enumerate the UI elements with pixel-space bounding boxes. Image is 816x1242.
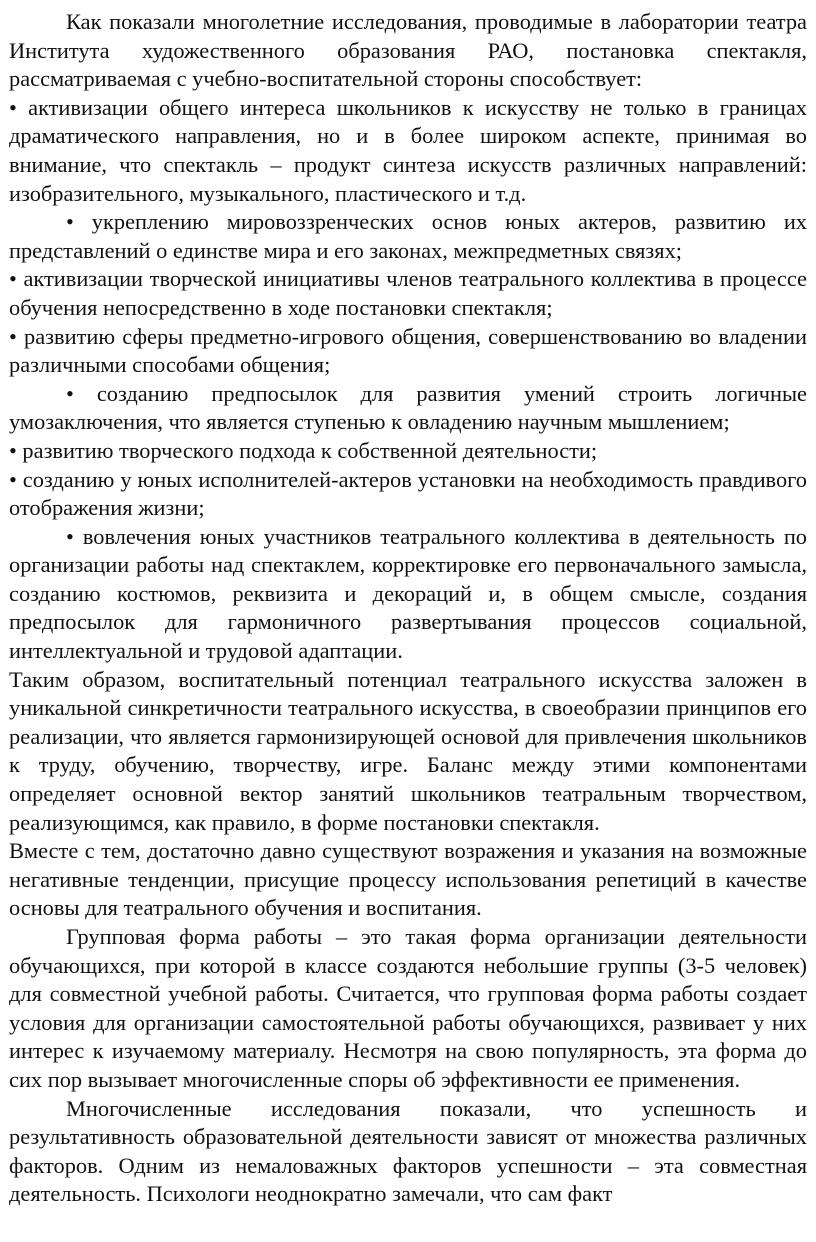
paragraph-conclusion: Таким образом, воспитательный потенциал театрального искусства заложен в уникальной синкретичности театрального искусства, в своеобразии принципов его реализации, что является гармонизирующей основой для привлечения школьников к труду, обучению, творчеству, игре. Баланс между этими компонентами определяет основной вектор занятий школьников театральным творчеством, реализующимся, как правило, в форме постановки спектакля. [9,666,807,835]
bullet-item-reasoning: • созданию предпосылок для развития умений строить логичные умозаключения, что является ступенью к овладению научным мышлением; [9,380,807,435]
bullet-item-initiative: • активизации творческой инициативы членов театрального коллектива в процессе обучения непосредственно в ходе постановки спектакля; [9,266,807,320]
bullet-item-involvement: • вовлечения юных участников театрального коллектива в деятельность по организации работы над спектаклем, корректировке его первоначального замысла, созданию костюмов, реквизита и декораций и, в общем смысле, создания предпосылок для гармоничного развертывания процессов социальной, интеллектуальной и трудовой адаптации. [9,523,807,664]
paragraph-objections: Вместе с тем, достаточно давно существуют возражения и указания на возможные негативные тенденции, присущие процессу использования репетиций в качестве основы для театрального обучения и воспитания. [9,838,807,921]
bullet-item-creativity: • развитию творческого подхода к собственной деятельности; [9,437,598,463]
paragraph-intro: Как показали многолетние исследования, проводимые в лаборатории театра Института художественного образования РАО, постановка спектакля, рассматриваемая с учебно-воспитательной стороны способствует: [9,9,807,92]
bullet-item-communication: • развитию сферы предметно-игрового общения, совершенствованию во владении различными способами общения; [9,323,807,378]
paragraph-research: Многочисленные исследования показали, что успешность и результативность образовательной деятельности зависят от множества различных факторов. Одним из немаловажных факторов успешности – эта совместная деятельность. Психологи неоднократно замечали, что сам факт [9,1095,807,1207]
bullet-item-truthfulness: • созданию у юных исполнителей-актеров установки на необходимость правдивого отображения жизни; [9,466,807,521]
bullet-item-interest: • активизации общего интереса школьников к искусству не только в границах драматического направления, но и в более широком аспекте, принимая во внимание, что спектакль – продукт синтеза искусств различных направлений: изобразительного, музыкального, пластического и т.д. [9,94,807,206]
bullet-item-worldview: • укреплению мировоззренческих основ юных актеров, развитию их представлений о единстве мира и его законах, межпредметных связях; [9,209,807,263]
paragraph-group-work: Групповая форма работы – это такая форма организации деятельности обучающихся, при которой в классе создаются небольшие группы (3-5 человек) для совместной учебной работы. Считается, что групповая форма работы создает условия для организации самостоятельной работы обучающихся, развивает у них интерес к изучаемому материалу. Несмотря на свою популярность, эта форма до сих пор вызывает многочисленные споры об эффективности ее применения. [9,924,807,1092]
